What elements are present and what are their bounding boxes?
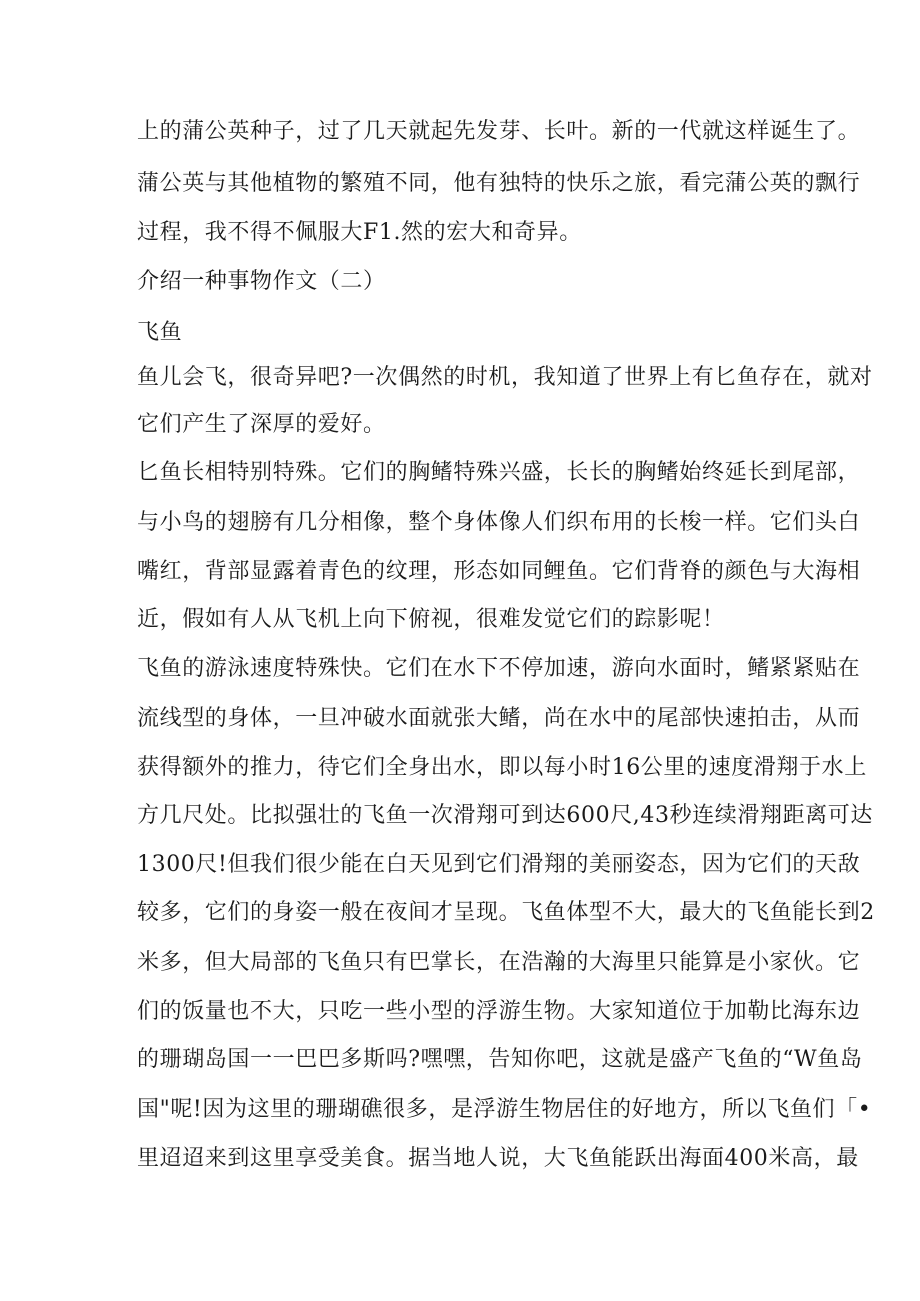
- text-line: 鱼儿会飞，很奇异吧?一次偶然的时机，我知道了世界上有匕鱼存在，就对: [137, 365, 873, 390]
- text-line: 里迢迢来到这里享受美食。据当地人说，大飞鱼能跃出海面400米高，最: [137, 1146, 859, 1171]
- text-line: 1300尺!但我们很少能在白天见到它们滑翔的美丽姿态，因为它们的天敌: [137, 852, 861, 877]
- text-line: 与小鸟的翅膀有几分相像，整个身体像人们织布用的长梭一样。它们头白: [137, 510, 861, 535]
- text-line: 匕鱼长相特别特殊。它们的胸鳍特殊兴盛，长长的胸鳍始终延长到尾部，: [137, 460, 861, 485]
- text-line: 蒲公英与其他植物的繁殖不同，他有独特的快乐之旅，看完蒲公英的飘行: [137, 171, 861, 196]
- text-line: 国"呢!因为这里的珊瑚礁很多，是浮游生物居住的好地方，所以飞鱼们「•: [137, 1097, 872, 1122]
- text-line: 上的蒲公英种子，过了几天就起先发芽、长叶。新的一代就这样诞生了。: [137, 119, 861, 144]
- text-line: 的珊瑚岛国一一巴巴多斯吗?嘿嘿，告知你吧，这就是盛产飞鱼的“W鱼岛: [137, 1047, 863, 1072]
- section-heading: 介绍一种事物作文（二）: [137, 269, 386, 294]
- text-line: 们的饭量也不大，只吃一些小型的浮游生物。大家知道位于加勒比海东边: [137, 999, 861, 1024]
- text-line: 近，假如有人从飞机上向下俯视，很难发觉它们的踪影呢！: [137, 607, 725, 632]
- text-line: 飞鱼的游泳速度特殊快。它们在水下不停加速，游向水面时，鳍紧紧贴在: [137, 656, 861, 681]
- article-title: 飞鱼: [137, 320, 183, 345]
- text-line: 米多，但大局部的飞鱼只有巴掌长，在浩瀚的大海里只能算是小家伙。它: [137, 950, 861, 975]
- text-line: 获得额外的推力，待它们全身出水，即以每小时16公里的速度滑翔于水上: [137, 755, 867, 780]
- text-line: 过程，我不得不佩服大F1.然的宏大和奇异。: [137, 220, 582, 245]
- text-line: 流线型的身体，一旦冲破水面就张大鳍，尚在水中的尾部快速拍击，从而: [137, 706, 861, 731]
- text-line: 嘴红，背部显露着青色的纹理，形态如同鲤鱼。它们背脊的颜色与大海相: [137, 559, 861, 584]
- text-line: 较多，它们的身姿一般在夜间才呈现。飞鱼体型不大，最大的飞鱼能长到2: [137, 900, 875, 925]
- text-line: 方几尺处。比拟强壮的飞鱼一次滑翔可到达600尺,43秒连续滑翔距离可达: [137, 803, 873, 828]
- text-line: 它们产生了深厚的爱好。: [137, 412, 386, 437]
